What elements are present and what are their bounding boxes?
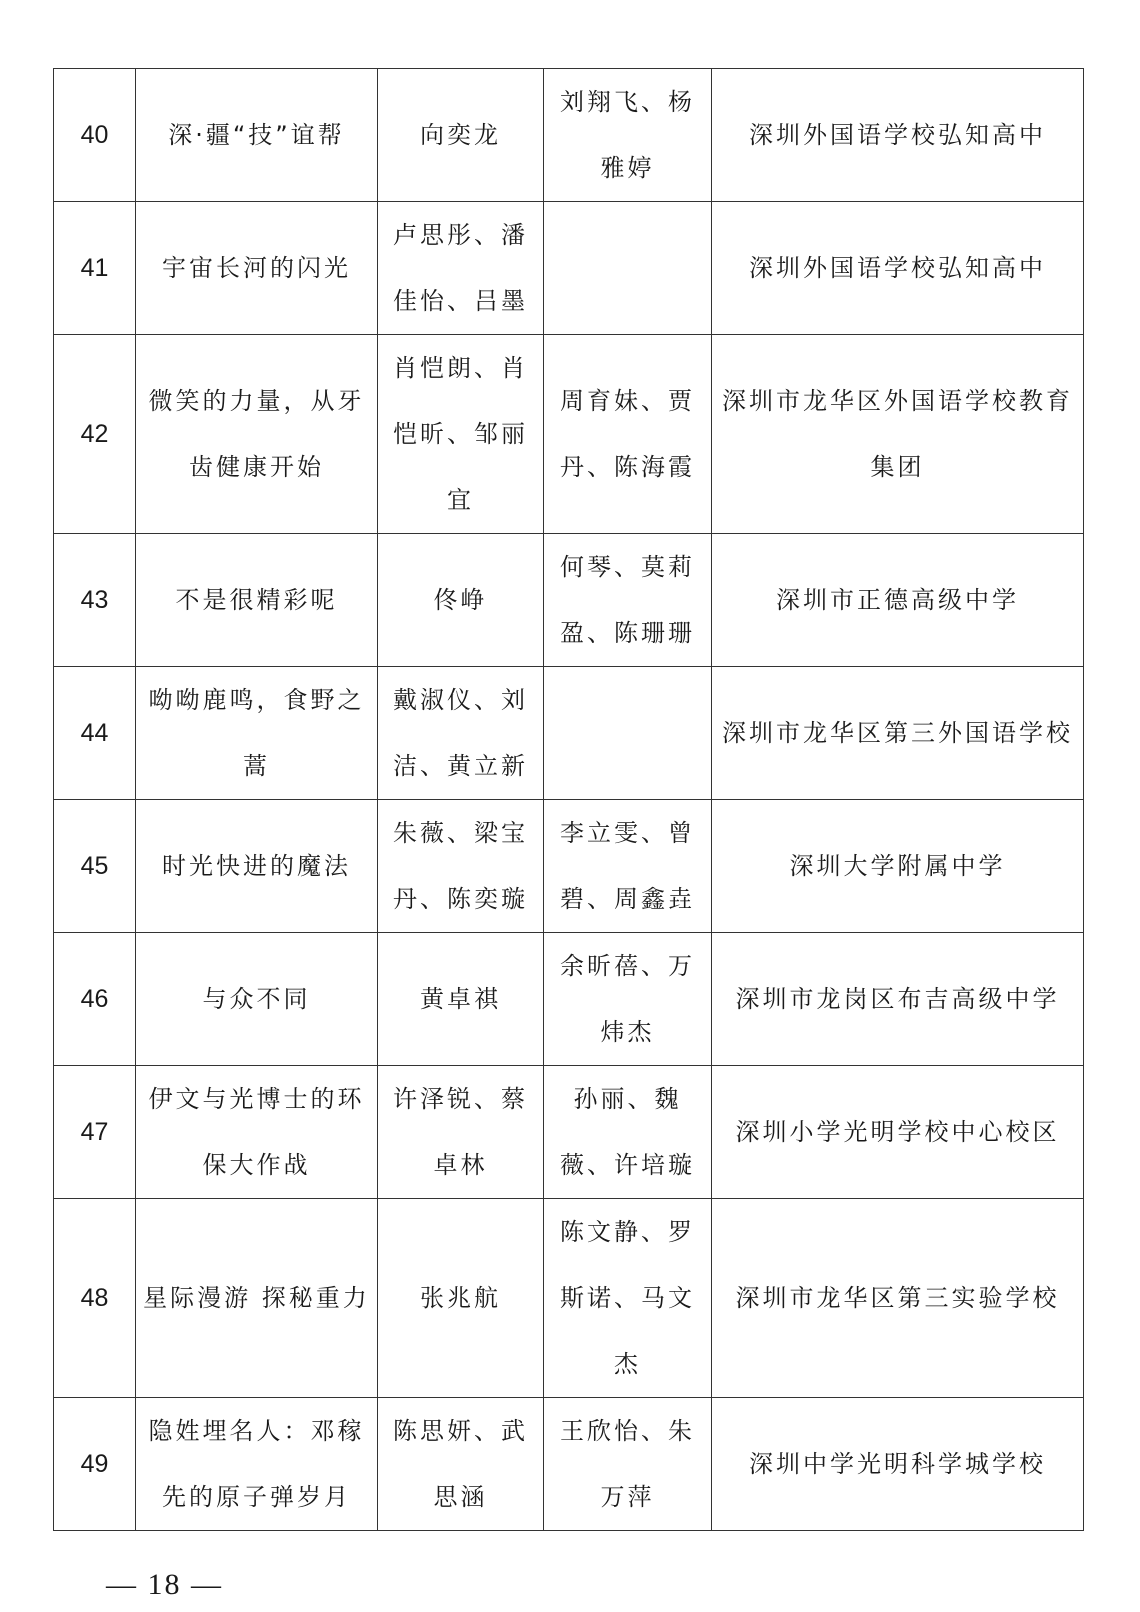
- student-names: 卢思彤、潘佳怡、吕墨: [378, 202, 544, 335]
- student-names: 张兆航: [378, 1199, 544, 1398]
- teacher-names: 王欣怡、朱万萍: [544, 1398, 712, 1531]
- work-title: 宇宙长河的闪光: [136, 202, 378, 335]
- table-row: [54, 933, 1084, 1066]
- student-names: 向奕龙: [378, 69, 544, 202]
- student-names: 陈思妍、武思涵: [378, 1398, 544, 1531]
- teacher-names: [544, 202, 712, 335]
- award-list-table-wrapper: [53, 68, 1083, 1531]
- teacher-names: 陈文静、罗斯诺、马文杰: [544, 1199, 712, 1398]
- school-name: 深圳市正德高级中学: [712, 534, 1084, 667]
- row-number: 44: [54, 667, 136, 800]
- work-title: 深·疆“技”谊帮: [136, 69, 378, 202]
- work-title: 隐姓埋名人：邓稼先的原子弹岁月: [136, 1398, 378, 1531]
- row-number: 41: [54, 202, 136, 335]
- student-names: 肖恺朗、肖恺昕、邹丽宜: [378, 335, 544, 534]
- school-name: 深圳外国语学校弘知高中: [712, 69, 1084, 202]
- school-name: 深圳市龙岗区布吉高级中学: [712, 933, 1084, 1066]
- teacher-names: 孙丽、魏薇、许培璇: [544, 1066, 712, 1199]
- school-name: 深圳外国语学校弘知高中: [712, 202, 1084, 335]
- work-title: 伊文与光博士的环保大作战: [136, 1066, 378, 1199]
- table-row: [54, 202, 1084, 335]
- teacher-names: [544, 667, 712, 800]
- school-name: 深圳中学光明科学城学校: [712, 1398, 1084, 1531]
- work-title: 时光快进的魔法: [136, 800, 378, 933]
- school-name: 深圳大学附属中学: [712, 800, 1084, 933]
- row-number: 42: [54, 335, 136, 534]
- student-names: 佟峥: [378, 534, 544, 667]
- row-number: 48: [54, 1199, 136, 1398]
- table-row: [54, 69, 1084, 202]
- teacher-names: 余昕蓓、万炜杰: [544, 933, 712, 1066]
- table-row: [54, 335, 1084, 534]
- school-name: 深圳市龙华区外国语学校教育集团: [712, 335, 1084, 534]
- student-names: 戴淑仪、刘洁、黄立新: [378, 667, 544, 800]
- table-row: [54, 534, 1084, 667]
- row-number: 47: [54, 1066, 136, 1199]
- row-number: 49: [54, 1398, 136, 1531]
- student-names: 朱薇、梁宝丹、陈奕璇: [378, 800, 544, 933]
- student-names: 黄卓祺: [378, 933, 544, 1066]
- teacher-names: 何琴、莫莉盈、陈珊珊: [544, 534, 712, 667]
- row-number: 45: [54, 800, 136, 933]
- teacher-names: 刘翔飞、杨雅婷: [544, 69, 712, 202]
- school-name: 深圳市龙华区第三实验学校: [712, 1199, 1084, 1398]
- row-number: 46: [54, 933, 136, 1066]
- award-list-table: [53, 68, 1084, 1531]
- row-number: 43: [54, 534, 136, 667]
- page-number: — 18 —: [106, 1568, 223, 1601]
- work-title: 星际漫游 探秘重力: [136, 1199, 378, 1398]
- teacher-names: 李立雯、曾碧、周鑫垚: [544, 800, 712, 933]
- work-title: 呦呦鹿鸣，食野之蒿: [136, 667, 378, 800]
- row-number: 40: [54, 69, 136, 202]
- student-names: 许泽锐、蔡卓林: [378, 1066, 544, 1199]
- table-row: [54, 1199, 1084, 1398]
- table-row: [54, 800, 1084, 933]
- table-row: [54, 667, 1084, 800]
- teacher-names: 周育妹、贾丹、陈海霞: [544, 335, 712, 534]
- table-row: [54, 1066, 1084, 1199]
- school-name: 深圳小学光明学校中心校区: [712, 1066, 1084, 1199]
- work-title: 微笑的力量，从牙齿健康开始: [136, 335, 378, 534]
- table-row: [54, 1398, 1084, 1531]
- school-name: 深圳市龙华区第三外国语学校: [712, 667, 1084, 800]
- work-title: 不是很精彩呢: [136, 534, 378, 667]
- work-title: 与众不同: [136, 933, 378, 1066]
